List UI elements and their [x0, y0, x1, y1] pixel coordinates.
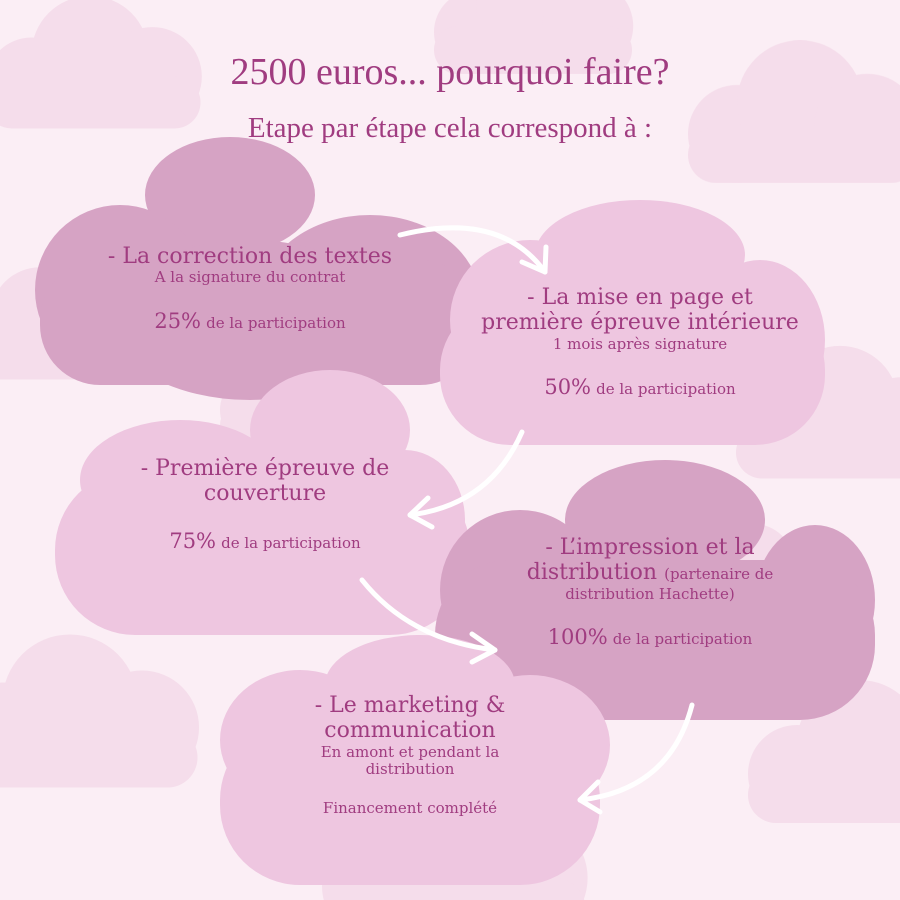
- step-title-line1: - Le marketing &: [314, 693, 506, 718]
- step-title-line2-wrap: [480, 560, 820, 585]
- step-title-note: (partenaire de: [664, 565, 774, 584]
- step-percent: 25%: [154, 308, 202, 333]
- step-title-line1: - L’impression et la: [545, 535, 755, 560]
- step-title-line2: communication: [324, 718, 496, 744]
- step-percent-line: [544, 374, 736, 399]
- step-detail-line2: distribution: [365, 759, 455, 778]
- step-percent: 50%: [544, 374, 592, 399]
- step-impression: [480, 535, 820, 649]
- step-title-line2: distribution: [526, 560, 658, 586]
- step-percent-label: de la participation: [221, 533, 361, 552]
- step-detail: distribution Hachette): [565, 584, 735, 603]
- step-percent-label: de la participation: [612, 629, 753, 648]
- step-percent-line: [154, 308, 346, 333]
- step-percent: 75%: [169, 528, 217, 553]
- step-title-line2: couverture: [203, 481, 327, 507]
- step-percent-label: de la participation: [596, 379, 736, 398]
- step-title-line1: - La mise en page et: [527, 285, 753, 310]
- step-title-line1: - Première épreuve de: [140, 456, 390, 481]
- page-subtitle: Etape par étape cela correspond à :: [247, 112, 653, 144]
- step-title-line2: première épreuve intérieure: [481, 310, 799, 336]
- step-detail: A la signature du contrat: [154, 268, 346, 287]
- step-detail: 1 mois après signature: [552, 334, 728, 353]
- step-percent-line: [547, 624, 753, 649]
- step-percent-line: [169, 528, 361, 553]
- step-couverture: [90, 456, 440, 553]
- step-correction: [80, 244, 420, 333]
- step-marketing: [250, 693, 570, 817]
- page-title: 2500 euros... pourquoi faire?: [230, 51, 670, 93]
- step-percent-label: de la participation: [206, 313, 346, 332]
- step-detail-line1: En amont et pendant la: [320, 742, 500, 761]
- step-mise-en-page: [465, 285, 815, 399]
- step-percent: 100%: [547, 624, 608, 649]
- step-title: - La correction des textes: [107, 244, 393, 269]
- step-footer: Financement complété: [322, 799, 498, 818]
